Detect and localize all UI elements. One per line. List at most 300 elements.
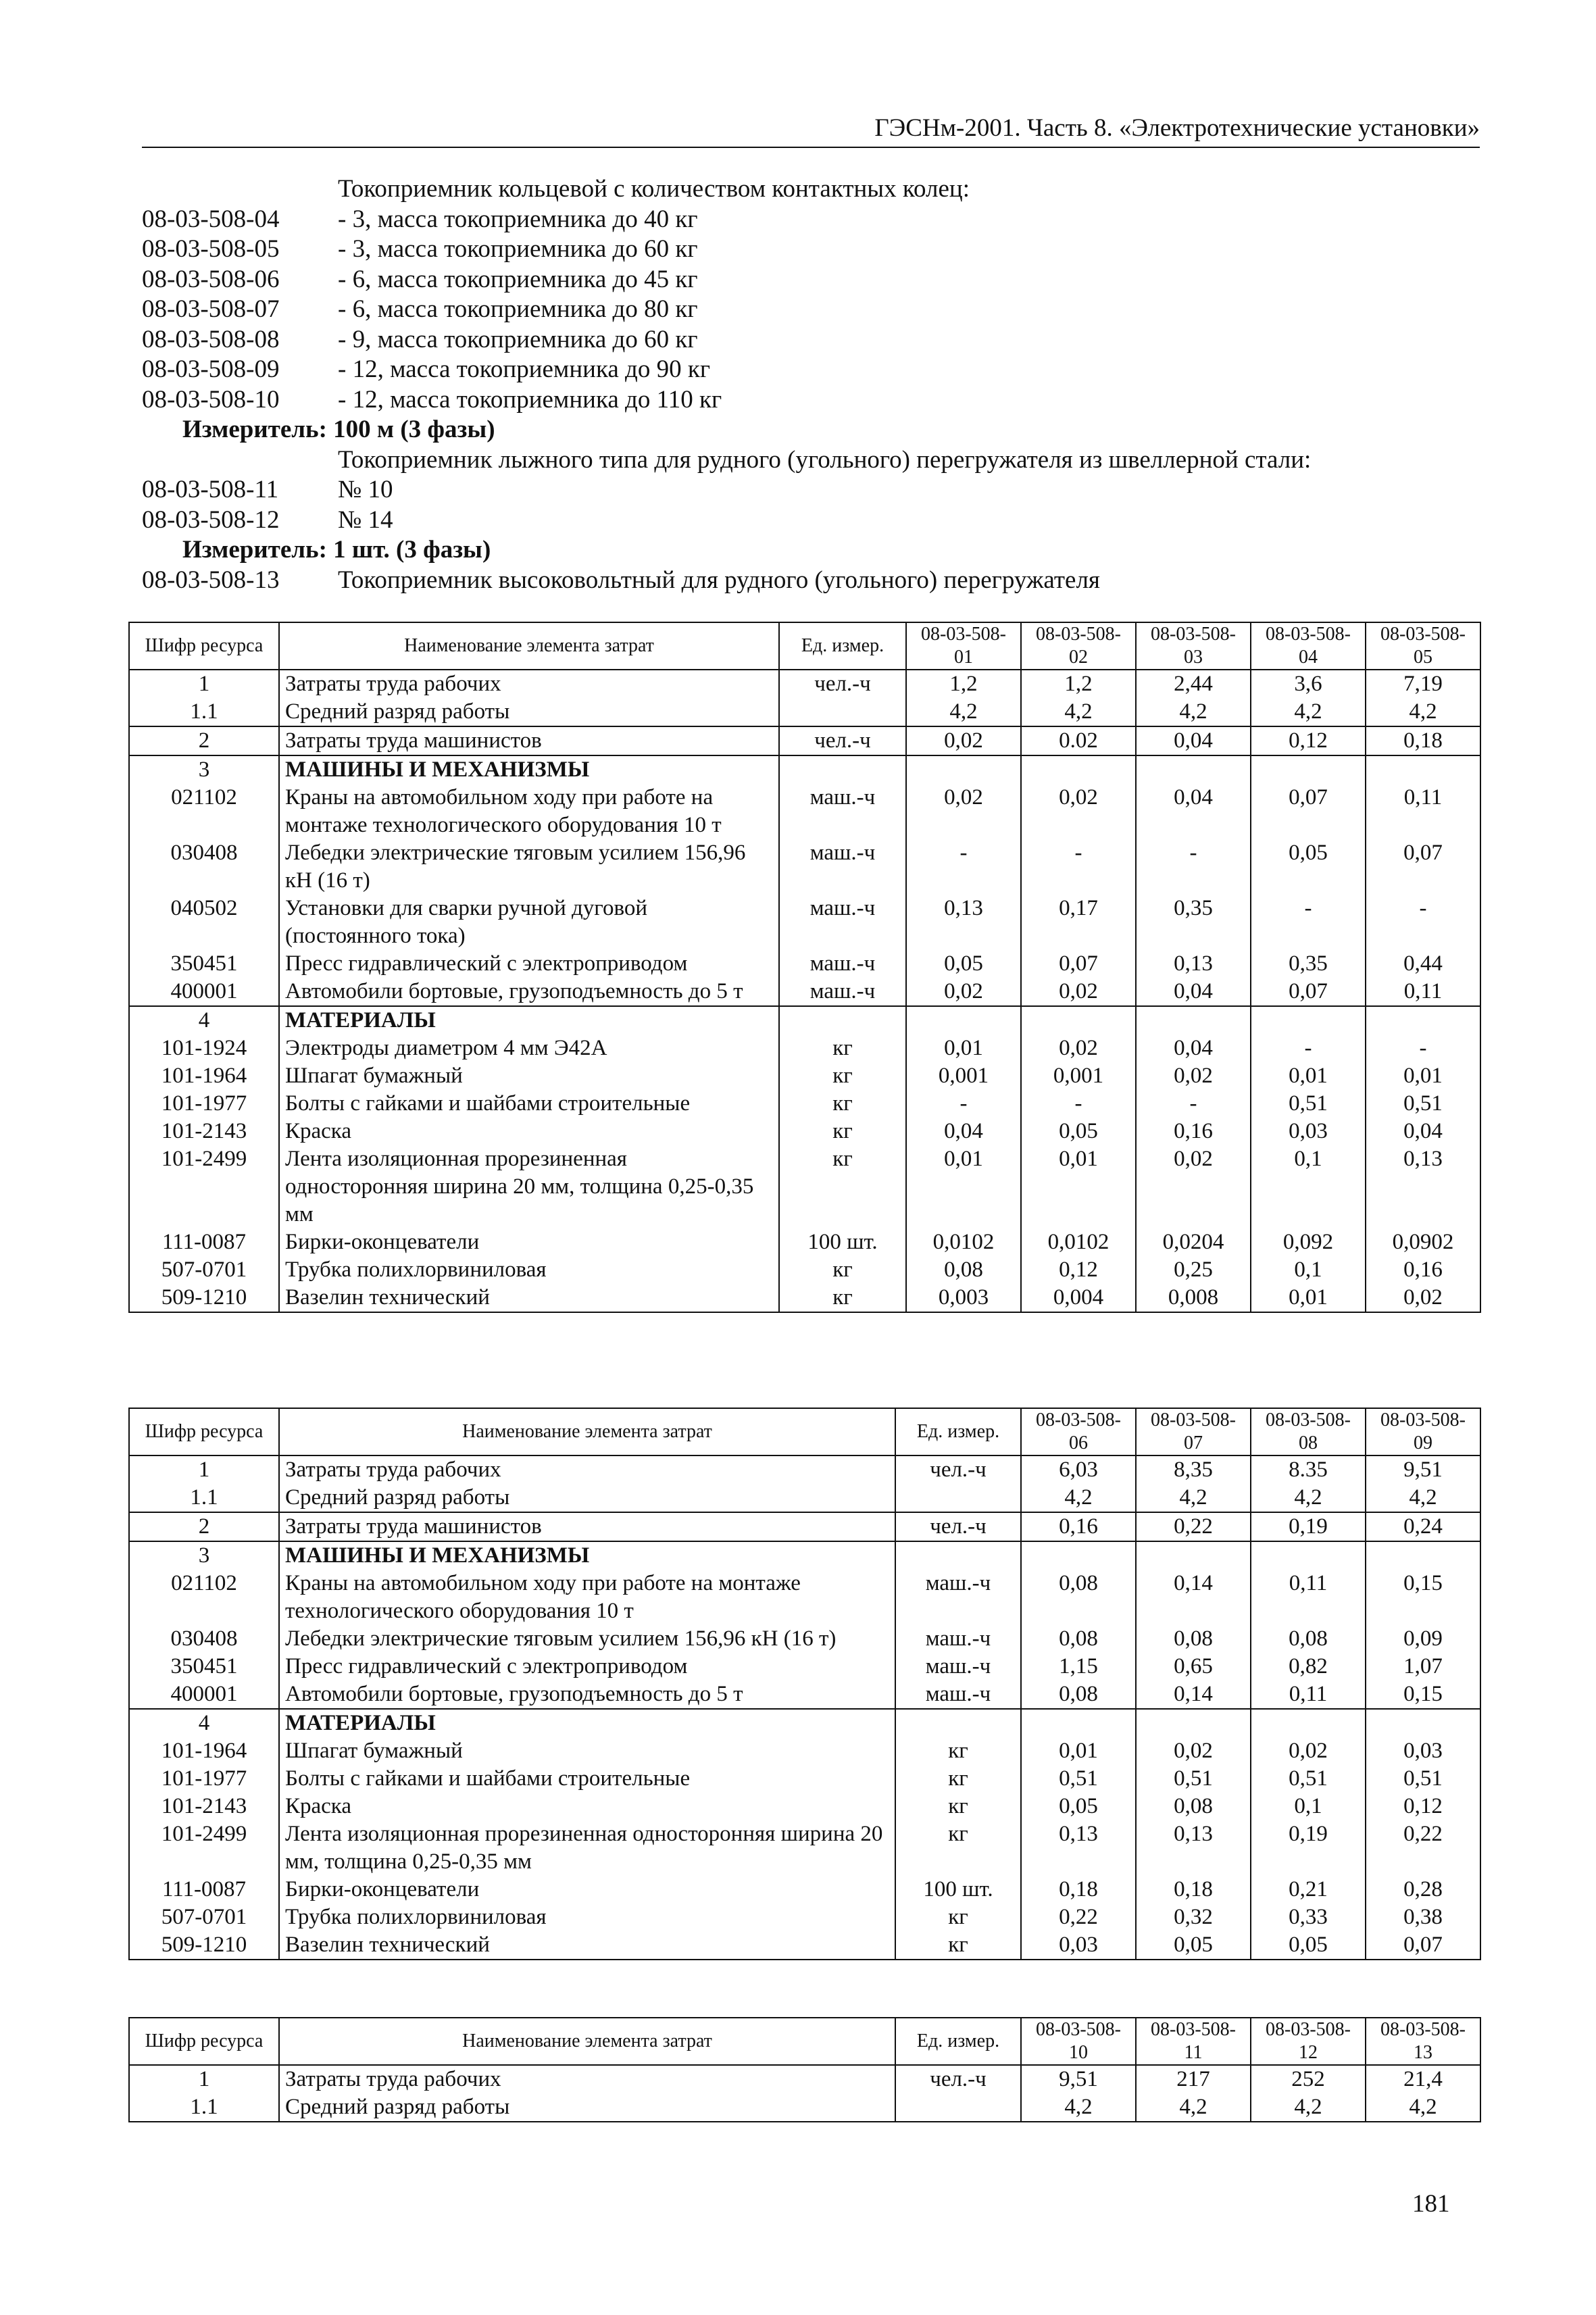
cell-value xyxy=(1251,1709,1366,1737)
cell-value: 0,04 xyxy=(1136,784,1251,839)
cell-value: 0,1 xyxy=(1251,1145,1366,1228)
cell-value: 0,01 xyxy=(1251,1284,1366,1312)
code-line xyxy=(142,234,1480,265)
cell-value: 0.02 xyxy=(1021,726,1136,755)
code: 08-03-508-13 xyxy=(142,566,280,594)
header-norm-code: 08-03-508-09 xyxy=(1366,1408,1480,1455)
cell-unit: маш.-ч xyxy=(895,1681,1021,1709)
cell-unit: чел.-ч xyxy=(895,2065,1021,2093)
cell-value: 0,004 xyxy=(1021,1284,1136,1312)
cell-unit: кг xyxy=(895,1793,1021,1820)
header-resource-code: Шифр ресурса xyxy=(129,2018,279,2065)
intro-block xyxy=(142,174,1480,595)
cell-value: 0,04 xyxy=(906,1118,1021,1145)
code-line xyxy=(142,355,1480,385)
cell-cost-element: Лента изоляционная прорезиненная односторонняя ширина 20 мм, толщина 0,25-0,35 мм xyxy=(279,1145,779,1228)
cell-value xyxy=(1251,1541,1366,1570)
header-norm-code: 08-03-508-02 xyxy=(1021,622,1136,670)
cell-resource-code: 101-1964 xyxy=(129,1737,279,1765)
table-row xyxy=(129,2093,1480,2122)
table-row xyxy=(129,1903,1480,1931)
cell-value: 0,05 xyxy=(1136,1931,1251,1960)
table-row xyxy=(129,978,1480,1006)
cell-cost-element: Лебедки электрические тяговым усилием 156,96 кН (16 т) xyxy=(279,839,779,895)
cell-cost-element: Затраты труда рабочих xyxy=(279,670,779,698)
cell-value: 0,02 xyxy=(1136,1062,1251,1090)
cell-resource-code: 2 xyxy=(129,726,279,755)
cell-value: 0,21 xyxy=(1251,1876,1366,1903)
cell-unit xyxy=(779,1006,906,1035)
table-row xyxy=(129,1820,1480,1876)
cell-value xyxy=(1021,755,1136,784)
cell-unit: маш.-ч xyxy=(779,978,906,1006)
cell-resource-code: 030408 xyxy=(129,839,279,895)
cell-value: 8.35 xyxy=(1251,1455,1366,1484)
cell-resource-code: 1 xyxy=(129,670,279,698)
cell-value: 9,51 xyxy=(1366,1455,1480,1484)
cell-cost-element: Краска xyxy=(279,1118,779,1145)
cell-cost-element: Средний разряд работы xyxy=(279,1484,895,1512)
cell-cost-element: Электроды диаметром 4 мм Э42А xyxy=(279,1035,779,1062)
cell-resource-code: 021102 xyxy=(129,1570,279,1625)
cell-value: 0,51 xyxy=(1021,1765,1136,1793)
cell-resource-code: 509-1210 xyxy=(129,1931,279,1960)
cell-unit xyxy=(779,755,906,784)
cell-value: 8,35 xyxy=(1136,1455,1251,1484)
cell-value: 0,08 xyxy=(1021,1570,1136,1625)
cell-unit: кг xyxy=(895,1737,1021,1765)
cell-resource-code: 101-2143 xyxy=(129,1793,279,1820)
code-desc: - 6, масса токоприемника до 80 кг xyxy=(338,295,698,323)
cell-unit: кг xyxy=(895,1903,1021,1931)
cell-unit: кг xyxy=(779,1284,906,1312)
cell-cost-element: Шпагат бумажный xyxy=(279,1737,895,1765)
cell-resource-code: 400001 xyxy=(129,1681,279,1709)
cell-value: 4,2 xyxy=(1021,698,1136,726)
header-cost-element: Наименование элемента затрат xyxy=(279,622,779,670)
cell-value: 1,07 xyxy=(1366,1653,1480,1681)
cell-value: 0,22 xyxy=(1136,1512,1251,1541)
table-row xyxy=(129,1284,1480,1312)
table-row xyxy=(129,1793,1480,1820)
cell-cost-element: МАТЕРИАЛЫ xyxy=(279,1006,779,1035)
cell-value xyxy=(1136,1006,1251,1035)
cell-resource-code: 111-0087 xyxy=(129,1876,279,1903)
code-line xyxy=(142,295,1480,325)
cell-value: 1,2 xyxy=(1021,670,1136,698)
cell-value: 4,2 xyxy=(1136,698,1251,726)
cell-value xyxy=(1136,1541,1251,1570)
cell-value: 2,44 xyxy=(1136,670,1251,698)
code-line xyxy=(142,205,1480,235)
code-line xyxy=(142,385,1480,416)
cell-value: 0,14 xyxy=(1136,1681,1251,1709)
table-row xyxy=(129,839,1480,895)
table-row xyxy=(129,698,1480,726)
header-unit: Ед. измер. xyxy=(779,622,906,670)
cell-value: 0,82 xyxy=(1251,1653,1366,1681)
cell-value: 0,01 xyxy=(1021,1145,1136,1228)
table-row xyxy=(129,1765,1480,1793)
header-norm-code: 08-03-508-07 xyxy=(1136,1408,1251,1455)
code: 08-03-508-05 xyxy=(142,235,280,263)
header-norm-code: 08-03-508-10 xyxy=(1021,2018,1136,2065)
ski-title: Токоприемник лыжного типа для рудного (угольного) перегружателя из швеллерной стали: xyxy=(338,445,1312,474)
cell-value: 217 xyxy=(1136,2065,1251,2093)
header-unit: Ед. измер. xyxy=(895,1408,1021,1455)
header-norm-code: 08-03-508-05 xyxy=(1366,622,1480,670)
cell-resource-code: 1.1 xyxy=(129,1484,279,1512)
cell-value: 0,02 xyxy=(1021,784,1136,839)
cell-value: 0,02 xyxy=(906,726,1021,755)
cell-cost-element: Установки для сварки ручной дуговой (постоянного тока) xyxy=(279,895,779,950)
cell-value: 0,18 xyxy=(1021,1876,1136,1903)
cell-value: 0,04 xyxy=(1366,1118,1480,1145)
cell-cost-element: Автомобили бортовые, грузоподъемность до 5 т xyxy=(279,1681,895,1709)
cell-value: 0,35 xyxy=(1251,950,1366,978)
cell-value: 0,0204 xyxy=(1136,1228,1251,1256)
cell-value: - xyxy=(906,1090,1021,1118)
cell-value: 0,08 xyxy=(1021,1681,1136,1709)
cell-value: 1,2 xyxy=(906,670,1021,698)
cell-unit: маш.-ч xyxy=(779,784,906,839)
table-row xyxy=(129,1681,1480,1709)
table-row xyxy=(129,1006,1480,1035)
code-desc: № 14 xyxy=(338,505,393,534)
cell-value: 0,51 xyxy=(1136,1765,1251,1793)
cell-value: 0,1 xyxy=(1251,1256,1366,1284)
cell-resource-code: 4 xyxy=(129,1006,279,1035)
cell-unit: чел.-ч xyxy=(779,726,906,755)
cell-value: 0,0102 xyxy=(1021,1228,1136,1256)
cell-resource-code: 101-2143 xyxy=(129,1118,279,1145)
code-line xyxy=(142,505,1480,536)
code-desc: № 10 xyxy=(338,476,393,503)
cell-unit: 100 шт. xyxy=(895,1876,1021,1903)
cell-value xyxy=(906,1006,1021,1035)
code-desc: Токоприемник высоковольтный для рудного (угольного) перегружателя xyxy=(338,566,1100,594)
norms-table-1 xyxy=(128,622,1481,1313)
cell-resource-code: 1.1 xyxy=(129,698,279,726)
cell-value: 0,44 xyxy=(1366,950,1480,978)
cell-resource-code: 3 xyxy=(129,755,279,784)
cell-unit: маш.-ч xyxy=(779,950,906,978)
cell-cost-element: МАШИНЫ И МЕХАНИЗМЫ xyxy=(279,755,779,784)
cell-value xyxy=(1136,755,1251,784)
cell-value: 0,51 xyxy=(1366,1765,1480,1793)
table-row xyxy=(129,1090,1480,1118)
cell-value xyxy=(1136,1709,1251,1737)
cell-value: 0,11 xyxy=(1251,1681,1366,1709)
cell-value: 0,02 xyxy=(1136,1145,1251,1228)
cell-value: 0,24 xyxy=(1366,1512,1480,1541)
cell-value: 4,2 xyxy=(1136,2093,1251,2122)
cell-value: 0,08 xyxy=(1251,1625,1366,1653)
cell-cost-element: Средний разряд работы xyxy=(279,2093,895,2122)
cell-value: 0,18 xyxy=(1136,1876,1251,1903)
cell-unit xyxy=(895,1709,1021,1737)
table-row xyxy=(129,2065,1480,2093)
cell-resource-code: 4 xyxy=(129,1709,279,1737)
table-row xyxy=(129,726,1480,755)
cell-resource-code: 507-0701 xyxy=(129,1903,279,1931)
cell-value: 0,04 xyxy=(1136,1035,1251,1062)
cell-value: 0,28 xyxy=(1366,1876,1480,1903)
code: 08-03-508-04 xyxy=(142,205,280,233)
cell-value: 0,08 xyxy=(1136,1625,1251,1653)
cell-cost-element: Автомобили бортовые, грузоподъемность до 5 т xyxy=(279,978,779,1006)
table-row xyxy=(129,1145,1480,1228)
cell-value: 0,03 xyxy=(1366,1737,1480,1765)
cell-cost-element: Затраты труда машинистов xyxy=(279,726,779,755)
cell-unit: кг xyxy=(779,1256,906,1284)
cell-value: 0,19 xyxy=(1251,1820,1366,1876)
cell-value: 0,07 xyxy=(1251,784,1366,839)
cell-value: 0,12 xyxy=(1366,1793,1480,1820)
cell-cost-element: Лента изоляционная прорезиненная односторонняя ширина 20 мм, толщина 0,25-0,35 мм xyxy=(279,1820,895,1876)
ring-title: Токоприемник кольцевой с количеством контактных колец: xyxy=(338,175,970,203)
cell-cost-element: Средний разряд работы xyxy=(279,698,779,726)
table-row xyxy=(129,1062,1480,1090)
cell-value: 0,11 xyxy=(1366,978,1480,1006)
cell-unit xyxy=(895,1484,1021,1512)
code-desc: - 12, масса токоприемника до 90 кг xyxy=(338,355,711,383)
cell-value: 0,51 xyxy=(1366,1090,1480,1118)
cell-resource-code: 509-1210 xyxy=(129,1284,279,1312)
cell-unit: маш.-ч xyxy=(895,1625,1021,1653)
cell-value: 0,35 xyxy=(1136,895,1251,950)
cell-resource-code: 101-1977 xyxy=(129,1090,279,1118)
header-norm-code: 08-03-508-11 xyxy=(1136,2018,1251,2065)
cell-resource-code: 1.1 xyxy=(129,2093,279,2122)
table-row xyxy=(129,1709,1480,1737)
cell-value: - xyxy=(1251,1035,1366,1062)
cell-value: 0,16 xyxy=(1136,1118,1251,1145)
cell-value: 0,001 xyxy=(906,1062,1021,1090)
cell-value: 4,2 xyxy=(906,698,1021,726)
cell-value: 4,2 xyxy=(1251,2093,1366,2122)
cell-value xyxy=(1251,755,1366,784)
cell-value: 0,18 xyxy=(1366,726,1480,755)
header-unit: Ед. измер. xyxy=(895,2018,1021,2065)
code-desc: - 3, масса токоприемника до 40 кг xyxy=(338,205,698,233)
cell-unit: маш.-ч xyxy=(779,895,906,950)
table-row xyxy=(129,1512,1480,1541)
table-row xyxy=(129,1876,1480,1903)
cell-unit: чел.-ч xyxy=(895,1512,1021,1541)
cell-unit: кг xyxy=(895,1765,1021,1793)
cell-value: 0,02 xyxy=(1366,1284,1480,1312)
cell-value: 0,05 xyxy=(1251,839,1366,895)
cell-value: 0,11 xyxy=(1251,1570,1366,1625)
cell-value: 4,2 xyxy=(1251,698,1366,726)
cell-value: 0,0902 xyxy=(1366,1228,1480,1256)
table-row xyxy=(129,1541,1480,1570)
cell-value: 0,07 xyxy=(1366,1931,1480,1960)
cell-value xyxy=(1366,755,1480,784)
cell-cost-element: Пресс гидравлический с электроприводом xyxy=(279,1653,895,1681)
cell-resource-code: 111-0087 xyxy=(129,1228,279,1256)
cell-value: 0,04 xyxy=(1136,978,1251,1006)
cell-cost-element: Шпагат бумажный xyxy=(279,1062,779,1090)
cell-resource-code: 400001 xyxy=(129,978,279,1006)
cell-value: 4,2 xyxy=(1251,1484,1366,1512)
cell-value: 0,01 xyxy=(1021,1737,1136,1765)
cell-value: 252 xyxy=(1251,2065,1366,2093)
cell-value xyxy=(1366,1541,1480,1570)
table-row xyxy=(129,1256,1480,1284)
cell-cost-element: МАТЕРИАЛЫ xyxy=(279,1709,895,1737)
cell-resource-code: 1 xyxy=(129,1455,279,1484)
cell-cost-element: Трубка полихлорвиниловая xyxy=(279,1256,779,1284)
code-desc: - 12, масса токоприемника до 110 кг xyxy=(338,385,722,414)
cell-value: 0,22 xyxy=(1021,1903,1136,1931)
cell-cost-element: Трубка полихлорвиниловая xyxy=(279,1903,895,1931)
header-cost-element: Наименование элемента затрат xyxy=(279,2018,895,2065)
cell-cost-element: Пресс гидравлический с электроприводом xyxy=(279,950,779,978)
table-row xyxy=(129,1737,1480,1765)
cell-unit xyxy=(779,698,906,726)
cell-value: 4,2 xyxy=(1021,1484,1136,1512)
cell-unit: чел.-ч xyxy=(895,1455,1021,1484)
cell-value xyxy=(1366,1709,1480,1737)
cell-value: 7,19 xyxy=(1366,670,1480,698)
cell-value: 0,03 xyxy=(1251,1118,1366,1145)
cell-cost-element: Краны на автомобильном ходу при работе на монтаже технологического оборудования 10 т xyxy=(279,1570,895,1625)
cell-value: 0,02 xyxy=(906,784,1021,839)
cell-resource-code: 3 xyxy=(129,1541,279,1570)
cell-unit: кг xyxy=(779,1035,906,1062)
code: 08-03-508-11 xyxy=(142,476,279,503)
cell-resource-code: 101-2499 xyxy=(129,1145,279,1228)
cell-value: 0,08 xyxy=(1136,1793,1251,1820)
cell-value: 4,2 xyxy=(1366,1484,1480,1512)
cell-value: 0,02 xyxy=(906,978,1021,1006)
cell-cost-element: Вазелин технический xyxy=(279,1284,779,1312)
header-cost-element: Наименование элемента затрат xyxy=(279,1408,895,1455)
cell-value: - xyxy=(906,839,1021,895)
cell-value: 0,33 xyxy=(1251,1903,1366,1931)
cell-value: 0,07 xyxy=(1251,978,1366,1006)
cell-value: 4,2 xyxy=(1366,698,1480,726)
cell-resource-code: 101-1964 xyxy=(129,1062,279,1090)
cell-unit: кг xyxy=(779,1090,906,1118)
cell-value: 0,13 xyxy=(1366,1145,1480,1228)
cell-value: 0,25 xyxy=(1136,1256,1251,1284)
cell-unit: кг xyxy=(779,1062,906,1090)
cell-value: 4,2 xyxy=(1136,1484,1251,1512)
cell-unit: кг xyxy=(779,1118,906,1145)
table-row xyxy=(129,1118,1480,1145)
code: 08-03-508-08 xyxy=(142,325,280,353)
page-number: 181 xyxy=(1412,2190,1450,2218)
norms-table-3 xyxy=(128,2017,1481,2122)
code-desc: - 9, масса токоприемника до 60 кг xyxy=(338,325,698,353)
cell-value: 0,1 xyxy=(1251,1793,1366,1820)
cell-value xyxy=(1021,1709,1136,1737)
cell-value: 0,15 xyxy=(1366,1681,1480,1709)
cell-cost-element: Бирки-оконцеватели xyxy=(279,1228,779,1256)
cell-unit: чел.-ч xyxy=(779,670,906,698)
cell-unit: кг xyxy=(779,1145,906,1228)
cell-value: 0,02 xyxy=(1136,1737,1251,1765)
cell-value: 0,16 xyxy=(1366,1256,1480,1284)
cell-value: 1,15 xyxy=(1021,1653,1136,1681)
cell-resource-code: 101-1977 xyxy=(129,1765,279,1793)
cell-value: - xyxy=(1366,895,1480,950)
header-resource-code: Шифр ресурса xyxy=(129,1408,279,1455)
cell-value: 0,13 xyxy=(1021,1820,1136,1876)
cell-value: 0,51 xyxy=(1251,1765,1366,1793)
cell-value: 0,65 xyxy=(1136,1653,1251,1681)
measure-unit: Измеритель: 1 шт. (3 фазы) xyxy=(182,536,491,564)
cell-value: 21,4 xyxy=(1366,2065,1480,2093)
cell-value: 0,02 xyxy=(1021,978,1136,1006)
code-line xyxy=(142,265,1480,295)
measure-unit: Измеритель: 100 м (3 фазы) xyxy=(182,416,495,443)
header-norm-code: 08-03-508-12 xyxy=(1251,2018,1366,2065)
cell-value xyxy=(1251,1006,1366,1035)
table-row xyxy=(129,1931,1480,1960)
cell-cost-element: Вазелин технический xyxy=(279,1931,895,1960)
cell-value: 0,16 xyxy=(1021,1512,1136,1541)
header-norm-code: 08-03-508-04 xyxy=(1251,622,1366,670)
code: 08-03-508-09 xyxy=(142,355,280,383)
cell-cost-element: Болты с гайками и шайбами строительные xyxy=(279,1765,895,1793)
table-row xyxy=(129,1625,1480,1653)
cell-resource-code: 507-0701 xyxy=(129,1256,279,1284)
cell-value: 3,6 xyxy=(1251,670,1366,698)
code-desc: - 6, масса токоприемника до 45 кг xyxy=(338,265,698,293)
cell-cost-element: Затраты труда рабочих xyxy=(279,1455,895,1484)
header-resource-code: Шифр ресурса xyxy=(129,622,279,670)
table-row xyxy=(129,1455,1480,1484)
cell-resource-code: 101-2499 xyxy=(129,1820,279,1876)
cell-value: 0,0102 xyxy=(906,1228,1021,1256)
code-line xyxy=(142,566,1480,596)
cell-value: 0,12 xyxy=(1021,1256,1136,1284)
cell-unit: кг xyxy=(895,1931,1021,1960)
code-desc: - 3, масса токоприемника до 60 кг xyxy=(338,235,698,263)
cell-cost-element: Затраты труда машинистов xyxy=(279,1512,895,1541)
header-norm-code: 08-03-508-06 xyxy=(1021,1408,1136,1455)
cell-value xyxy=(1021,1006,1136,1035)
cell-value: 0,03 xyxy=(1021,1931,1136,1960)
cell-unit: 100 шт. xyxy=(779,1228,906,1256)
table-row xyxy=(129,895,1480,950)
cell-value: - xyxy=(1366,1035,1480,1062)
cell-value: - xyxy=(1251,895,1366,950)
cell-value xyxy=(1021,1541,1136,1570)
cell-value: 0,13 xyxy=(1136,1820,1251,1876)
cell-value xyxy=(1366,1006,1480,1035)
code-line xyxy=(142,325,1480,355)
cell-value: 4,2 xyxy=(1021,2093,1136,2122)
cell-value: - xyxy=(1021,1090,1136,1118)
cell-value: 0,01 xyxy=(906,1145,1021,1228)
code-line xyxy=(142,475,1480,505)
cell-value: 0,05 xyxy=(906,950,1021,978)
cell-value: 0,07 xyxy=(1366,839,1480,895)
cell-resource-code: 350451 xyxy=(129,1653,279,1681)
code: 08-03-508-10 xyxy=(142,385,280,414)
cell-value: - xyxy=(1136,1090,1251,1118)
cell-value: 0,17 xyxy=(1021,895,1136,950)
cell-value: 0,12 xyxy=(1251,726,1366,755)
code: 08-03-508-12 xyxy=(142,505,280,534)
cell-value: 0,32 xyxy=(1136,1903,1251,1931)
cell-value: 0,04 xyxy=(1136,726,1251,755)
